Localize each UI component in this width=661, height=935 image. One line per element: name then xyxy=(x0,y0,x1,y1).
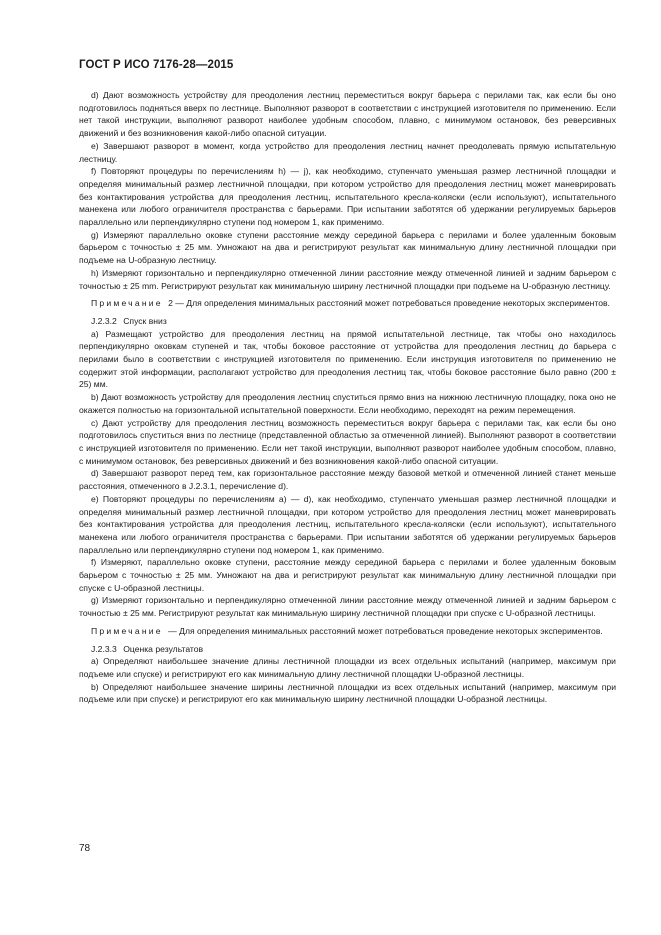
paragraph: g) Измеряют параллельно оковке ступени расстояние между серединой барьера с перилами и более удаленным боковым барьером с точностью ± 25 мм. Умножают на два и регистрируют результат как минимальную длину лестничной площадки при подъеме на U-образную лестницу. xyxy=(79,229,616,266)
subsection-number: J.2.3.3 xyxy=(91,643,117,654)
page-number: 78 xyxy=(79,843,91,854)
subsection-heading xyxy=(79,315,616,328)
paragraph: d) Завершают разворот перед тем, как горизонтальное расстояние между базовой меткой и отмеченной линией станет меньше расстояния, отмеченного в J.2.3.1, перечисление d). xyxy=(79,468,616,492)
paragraph: a) Размещают устройство для преодоления лестниц на прямой испытательной лестнице, так чтобы оно находилось перпендикулярно оковкам ступеней и так, чтобы боковое расстояние от устройства для преодоления лестниц до барьера с перилами было в соответствии с инструкцией изготовителя по применению. Если инструкция изготовителя по применению не содержит этой информации, располагают устройство для преодоления лестниц так, чтобы боковое расстояние было равно (200 ± 25) мм. xyxy=(79,328,616,390)
subsection-title: Спуск вниз xyxy=(123,315,167,326)
subsection-title: Оценка результатов xyxy=(123,643,204,654)
note-label: Примечание xyxy=(91,625,163,636)
subsection-number: J.2.3.2 xyxy=(91,315,117,326)
paragraph: a) Определяют наибольшее значение длины лестничной площадки из всех отдельных испытаний (например, максимум при подъеме или спуске) и регистрируют его как минимальную длину лестничной площадки U-образной лестницы. xyxy=(79,656,616,679)
note xyxy=(79,625,616,638)
note-label: Примечание xyxy=(91,298,163,309)
paragraph: g) Измеряют горизонтально и перпендикулярно отмеченной линии расстояние между отмеченной линией и задним барьером с точностью ± 25 мм. Регистрируют результат как минимальную ширину лестничной площадки при спуске с U-образной лестницы. xyxy=(79,595,616,619)
paragraph: h) Измеряют горизонтально и перпендикулярно отмеченной линии расстояние между отмеченной линией и задним барьером с точностью ± 25 mm. Регистрируют результат как минимальную ширину лестничной площадки при подъеме на U-образную лестницу. xyxy=(79,267,616,291)
document-body xyxy=(79,89,616,706)
paragraph: b) Дают возможность устройству для преодоления лестниц спуститься прямо вниз на нижнюю лестничную площадку, пока оно не окажется полностью на горизонтальной испытательной поверхности. Если необходимо, переходят на режим перемещения. xyxy=(79,392,616,415)
subsection-heading xyxy=(79,643,616,656)
paragraph: c) Дают устройству для преодоления лестниц возможность переместиться вокруг барьера с перилами так, как если бы оно подготовилось спуститься вниз по лестнице (представленной областью за отмеченной линией). Выполняют разворот в соответствии с инструкцией изготовителя по применению. Если нет такой инструкции, выполняют разворот наиболее удобным способом, плавно, с минимумом остановок, без реверсивных движений и без возникновения какой-либо опасной ситуации. xyxy=(79,417,616,466)
note xyxy=(79,297,616,310)
note-text: — Для определения минимальных расстояний может потребоваться проведение некоторых экспериментов. xyxy=(168,625,603,636)
document-header: ГОСТ Р ИСО 7176-28—2015 xyxy=(79,59,234,71)
paragraph: f) Повторяют процедуры по перечислениям h) — j), как необходимо, ступенчато уменьшая размер лестничной площадки и определяя минимальный размер лестничной площадки, при котором устройство для преодоления лестниц может маневрировать без контактирования устройства для преодоления лестниц, испытательного кресла-коляски (если используют), испытательного манекена или любого ограничителя пространства с барьерами. При испытании заботятся об удержании регулируемых барьеров параллельно или перпендикулярно ступени под номером 1, как применимо. xyxy=(79,166,616,228)
paragraph: b) Определяют наибольшее значение ширины лестничной площадки из всех отдельных испытаний (например, максимум при подъеме или при спуске) и регистрируют его как минимальную ширину лестничной площадки U-образной лестницы. xyxy=(79,681,616,705)
paragraph: e) Повторяют процедуры по перечислениям а) — d), как необходимо, ступенчато уменьшая размер лестничной площадки и определяя минимальный размер лестничной площадки, при котором устройство для преодоления лестниц может маневрировать без контактирования устройства для преодоления лестниц, испытательного кресла-коляски (если используют), испытательного манекена или любого ограничителя пространства с барьерами. При испытании заботятся об удержании регулируемых барьеров параллельно или перпендикулярно ступени под номером 1, как применимо. xyxy=(79,493,616,555)
paragraph: e) Завершают разворот в момент, когда устройство для преодоления лестниц начнет преодолевать прямую испытательную лестницу. xyxy=(79,140,616,164)
paragraph: d) Дают возможность устройству для преодоления лестниц переместиться вокруг барьера с перилами так, как если бы оно подготовилось подняться вверх по лестнице. Выполняют разворот в соответствии с инструкцией изготовителя по применению. Если нет такой инструкции, выполняют разворот наиболее удобным способом, плавно, с минимумом остановок, без реверсивных движений и без возникновения какой-либо опасной ситуации. xyxy=(79,90,616,139)
note-text: 2 — Для определения минимальных расстояний может потребоваться проведение некоторых экспериментов. xyxy=(168,298,610,309)
paragraph: f) Измеряют, параллельно оковке ступени, расстояние между серединой барьера с перилами и более удаленным боковым барьером с точностью ± 25 мм. Умножают на два и регистрируют результат как минимальную длину лестничной площадки при спуске с U-образной лестницы. xyxy=(79,557,616,593)
